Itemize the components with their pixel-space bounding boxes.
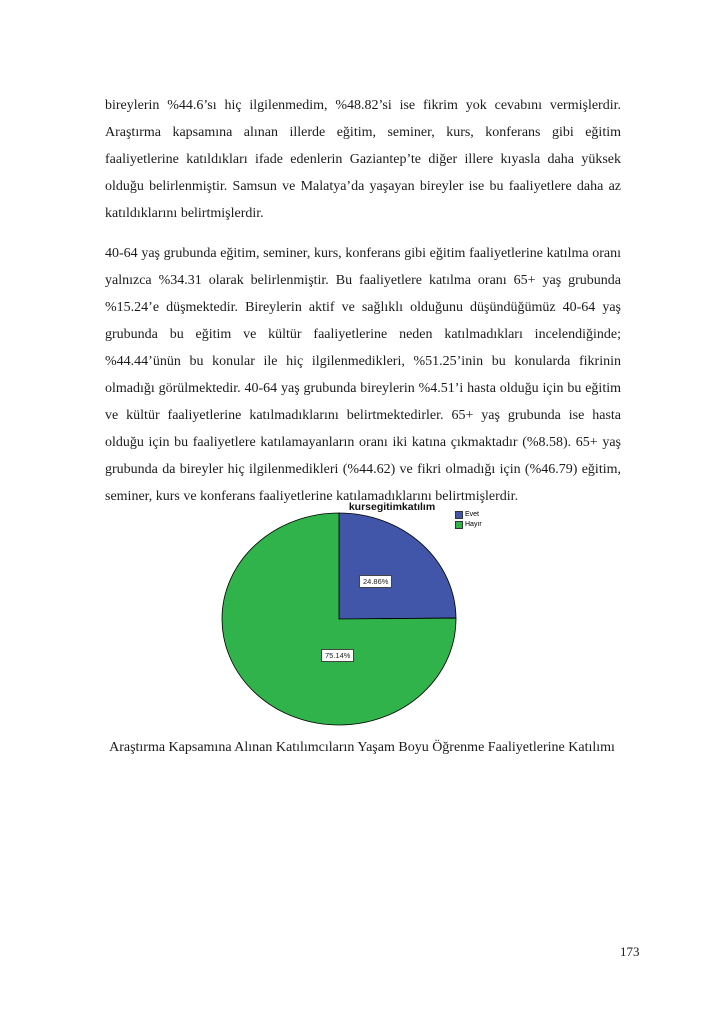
pie-slice-evet [339, 513, 456, 619]
slice-label-hayir: 75.14% [321, 649, 354, 662]
legend-swatch-hayir [455, 521, 463, 529]
legend-label-evet: Evet [465, 511, 480, 518]
body-text [105, 92, 621, 523]
chart-title: kursegitimkatılım [348, 501, 436, 513]
legend-item-hayir [455, 521, 482, 530]
paragraph-1: bireylerin %44.6’sı hiç ilgilenmedim, %48.82’si ise fikrim yok cevabını vermişlerdir. Araştırma kapsamına alınan illerde eğitim, seminer, kurs, konferans gibi eğitim faaliyetlerine katıldıkları ifade edenlerin Gaziantep’te diğer illere kıyasla daha yüksek olduğu belirlenmiştir. Samsun ve Malatya’da yaşayan bireyler ise bu faaliyetlere daha az katıldıklarını belirtmişlerdir. [105, 98, 621, 221]
page-number: 173 [620, 944, 640, 959]
legend-item-evet [455, 511, 482, 520]
slice-label-evet: 24.86% [359, 575, 392, 588]
paragraph-2: 40-64 yaş grubunda eğitim, seminer, kurs, konferans gibi eğitim faaliyetlerine katılma oranı yalnızca %34.31 olarak belirlenmiştir. Bu faaliyetlere katılma oranı 65+ yaş grubunda %15.24’e düşmektedir. Bireylerin aktif ve sağlıklı olduğunu düşündüğümüz 40-64 yaş grubunda bu eğitim ve kültür faaliyetlerine neden katılmadıkları incelendiğinde; %44.44’ünün bu konular ile hiç ilgilenmedikleri, %51.25’inin bu konularda fikrinin olmadığı görülmektedir. 40-64 yaş grubunda bireylerin %4.51’i hasta olduğu için bu eğitim ve kültür faaliyetlerine katılmadıklarını belirtmektedirler. 65+ yaş grubunda ise hasta olduğu için bu faaliyetlere katılamayanların oranı iki katına çıkmaktadır (%8.58). 65+ yaş grubunda da bireyler hiç ilgilenmedikleri (%44.62) ve fikri olmadığı için (%46.79) eğitim, seminer, kurs ve konferans faaliyetlerine katılamadıklarını belirtmişlerdir. [105, 246, 621, 504]
pie-chart [219, 507, 459, 733]
legend-label-hayir: Hayır [465, 520, 482, 528]
figure-caption: Araştırma Kapsamına Alınan Katılımcıların Yaşam Boyu Öğrenme Faaliyetlerine Katılımı [109, 740, 615, 755]
chart-legend [455, 511, 482, 530]
legend-swatch-evet [455, 511, 463, 519]
